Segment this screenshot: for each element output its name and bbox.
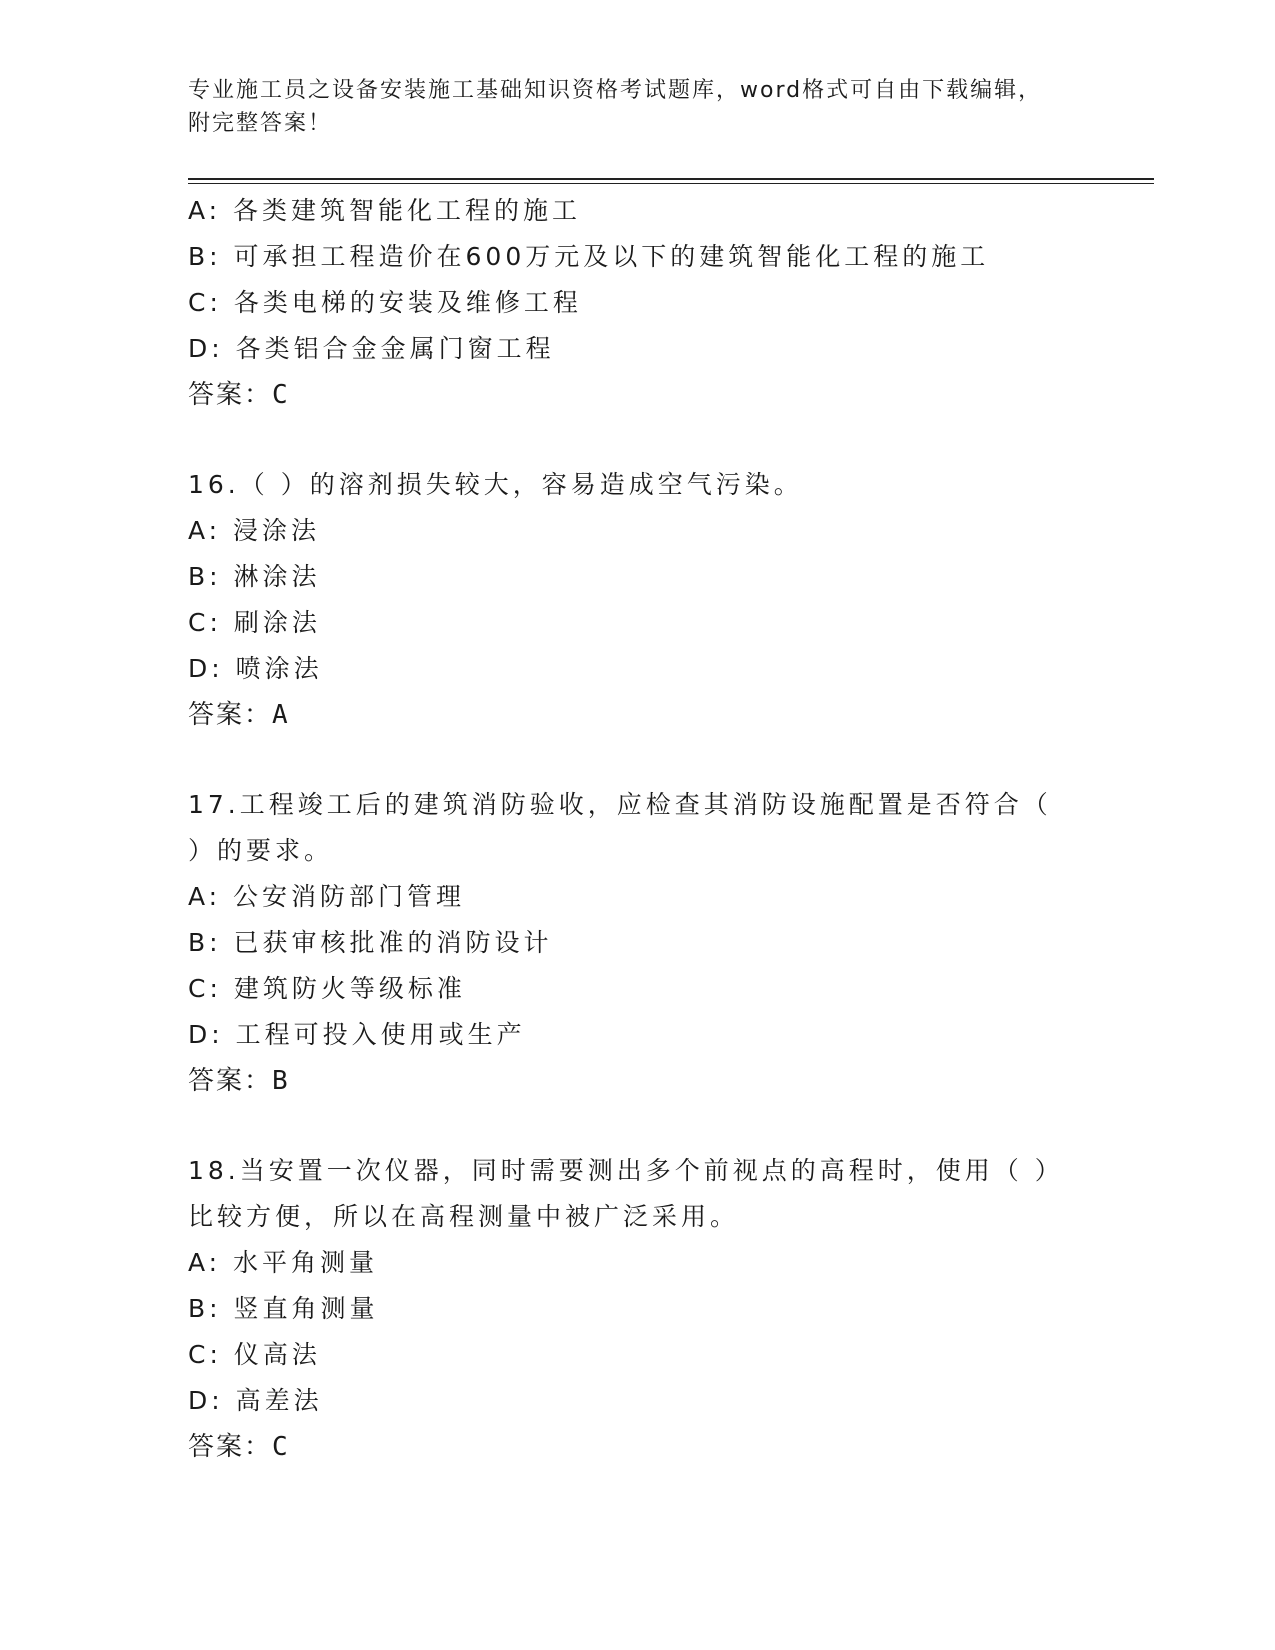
option-a: A: 水平角测量	[188, 1248, 379, 1277]
answer-label: 答案：	[188, 380, 273, 410]
answer-line	[188, 1058, 1088, 1104]
option-b: B: 已获审核批准的消防设计	[188, 928, 553, 957]
question-15	[188, 188, 1088, 418]
header-divider-thick	[188, 178, 1154, 180]
option-d: D: 工程可投入使用或生产	[188, 1020, 526, 1049]
option-b: B: 淋涂法	[188, 562, 321, 591]
answer-line	[188, 372, 1088, 418]
answer-line	[188, 1424, 1088, 1470]
answer-value: B	[272, 1066, 290, 1096]
option-c: C: 建筑防火等级标准	[188, 974, 466, 1003]
question-list	[188, 188, 1088, 1470]
option-b: B: 竖直角测量	[188, 1294, 379, 1323]
option-d: D: 各类铝合金金属门窗工程	[188, 334, 555, 363]
answer-label: 答案：	[188, 1066, 273, 1096]
question-text: 16.（ ）的溶剂损失较大，容易造成空气污染。	[188, 470, 803, 499]
question-16	[188, 462, 1088, 738]
option-d: D: 喷涂法	[188, 654, 323, 683]
answer-label: 答案：	[188, 1432, 273, 1462]
question-text-line-1: 18.当安置一次仪器，同时需要测出多个前视点的高程时，使用（ ）	[188, 1156, 1064, 1185]
question-text-line-1: 17.工程竣工后的建筑消防验收，应检查其消防设施配置是否符合（	[188, 790, 1052, 819]
answer-line	[188, 692, 1088, 738]
answer-value: C	[272, 380, 290, 410]
header-line-1: 专业施工员之设备安装施工基础知识资格考试题库，word格式可自由下载编辑，	[188, 78, 1043, 103]
option-d: D: 高差法	[188, 1386, 323, 1415]
question-17	[188, 782, 1088, 1104]
answer-value: C	[272, 1432, 290, 1462]
header-line-2: 附完整答案！	[188, 111, 333, 136]
question-text-line-2: ）的要求。	[188, 836, 334, 865]
question-text-line-2: 比较方便，所以在高程测量中被广泛采用。	[188, 1202, 740, 1231]
header-divider-thin	[188, 183, 1154, 184]
option-a: A: 各类建筑智能化工程的施工	[188, 196, 582, 225]
option-b: B: 可承担工程造价在600万元及以下的建筑智能化工程的施工	[188, 242, 990, 271]
question-18	[188, 1148, 1088, 1470]
option-a: A: 公安消防部门管理	[188, 882, 466, 911]
document-header	[188, 74, 1068, 140]
option-a: A: 浸涂法	[188, 516, 321, 545]
option-c: C: 刷涂法	[188, 608, 321, 637]
answer-value: A	[272, 700, 290, 730]
option-c: C: 仪高法	[188, 1340, 321, 1369]
answer-label: 答案：	[188, 700, 273, 730]
option-c: C: 各类电梯的安装及维修工程	[188, 288, 582, 317]
